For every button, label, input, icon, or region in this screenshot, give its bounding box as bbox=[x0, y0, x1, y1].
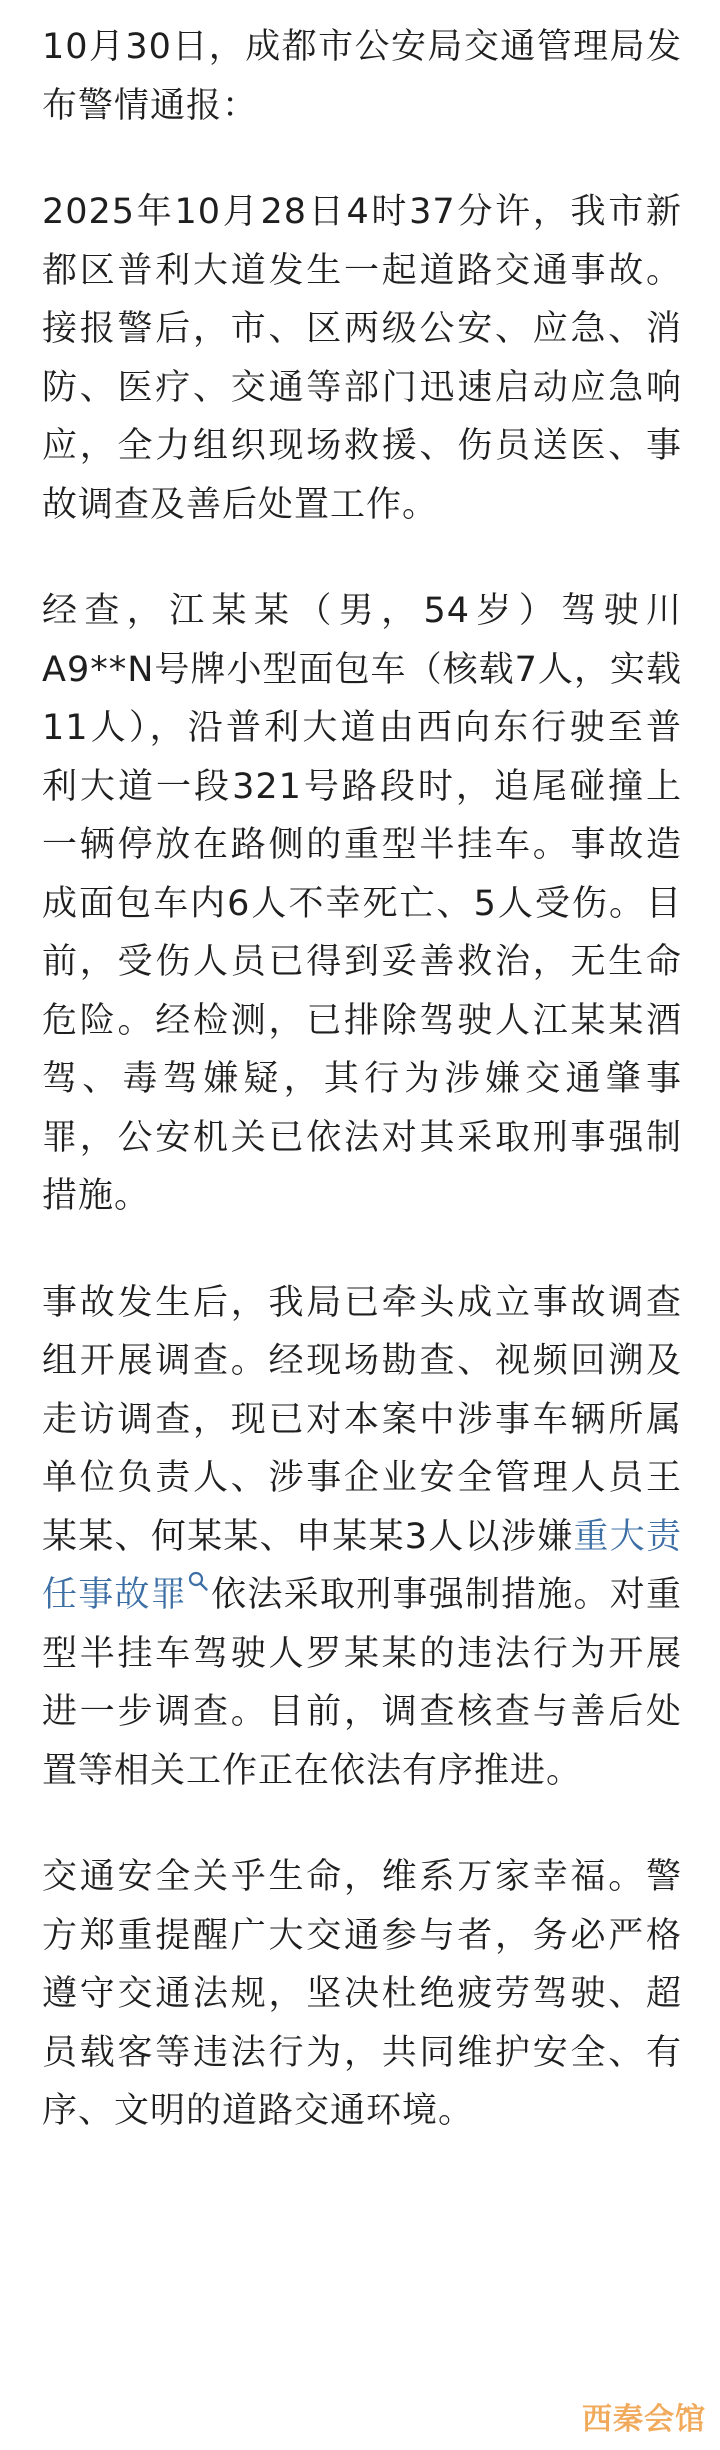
paragraph-followup-text-end: 依法采取刑事强制措施。对重型半挂车驾驶人罗某某的违法行为开展进一步调查。目前，调查核查与善后处置等相关工作正在依法有序推进。 bbox=[42, 1575, 682, 1791]
article-body bbox=[42, 18, 682, 2141]
paragraph-followup bbox=[42, 1274, 682, 1801]
paragraph-incident: 2025年10月28日4时37分许，我市新都区普利大道发生一起道路交通事故。接报警后，市、区两级公安、应急、消防、医疗、交通等部门迅速启动应急响应，全力组织现场救援、伤员送医、事故调查及善后处置工作。 bbox=[42, 192, 682, 525]
watermark-logo: 西秦会馆 bbox=[582, 2402, 706, 2437]
crime-term-link[interactable]: 重大责任事故罪 bbox=[42, 1516, 682, 1615]
search-icon[interactable] bbox=[187, 1570, 209, 1592]
paragraph-safety-reminder: 交通安全关乎生命，维系万家幸福。警方郑重提醒广大交通参与者，务必严格遵守交通法规，坚决杜绝疲劳驾驶、超员载客等违法行为，共同维护安全、有序、文明的道路交通环境。 bbox=[42, 1857, 682, 2131]
paragraph-investigation: 经查，江某某（男，54岁）驾驶川A9**N号牌小型面包车（核载7人，实载11人），沿普利大道由西向东行驶至普利大道一段321号路段时，追尾碰撞上一辆停放在路侧的重型半挂车。事故造成面包车内6人不幸死亡、5人受伤。目前，受伤人员已得到妥善救治，无生命危险。经检测，已排除驾驶人江某某酒驾、毒驾嫌疑，其行为涉嫌交通肇事罪，公安机关已依法对其采取刑事强制措施。 bbox=[42, 591, 682, 1216]
paragraph-followup-text-start: 事故发生后，我局已牵头成立事故调查组开展调查。经现场勘查、视频回溯及走访调查，现已对本案中涉事车辆所属单位负责人、涉事企业安全管理人员王某某、何某某、申某某3人以涉嫌 bbox=[42, 1282, 682, 1557]
paragraph-intro: 10月30日，成都市公安局交通管理局发布警情通报： bbox=[42, 27, 682, 126]
